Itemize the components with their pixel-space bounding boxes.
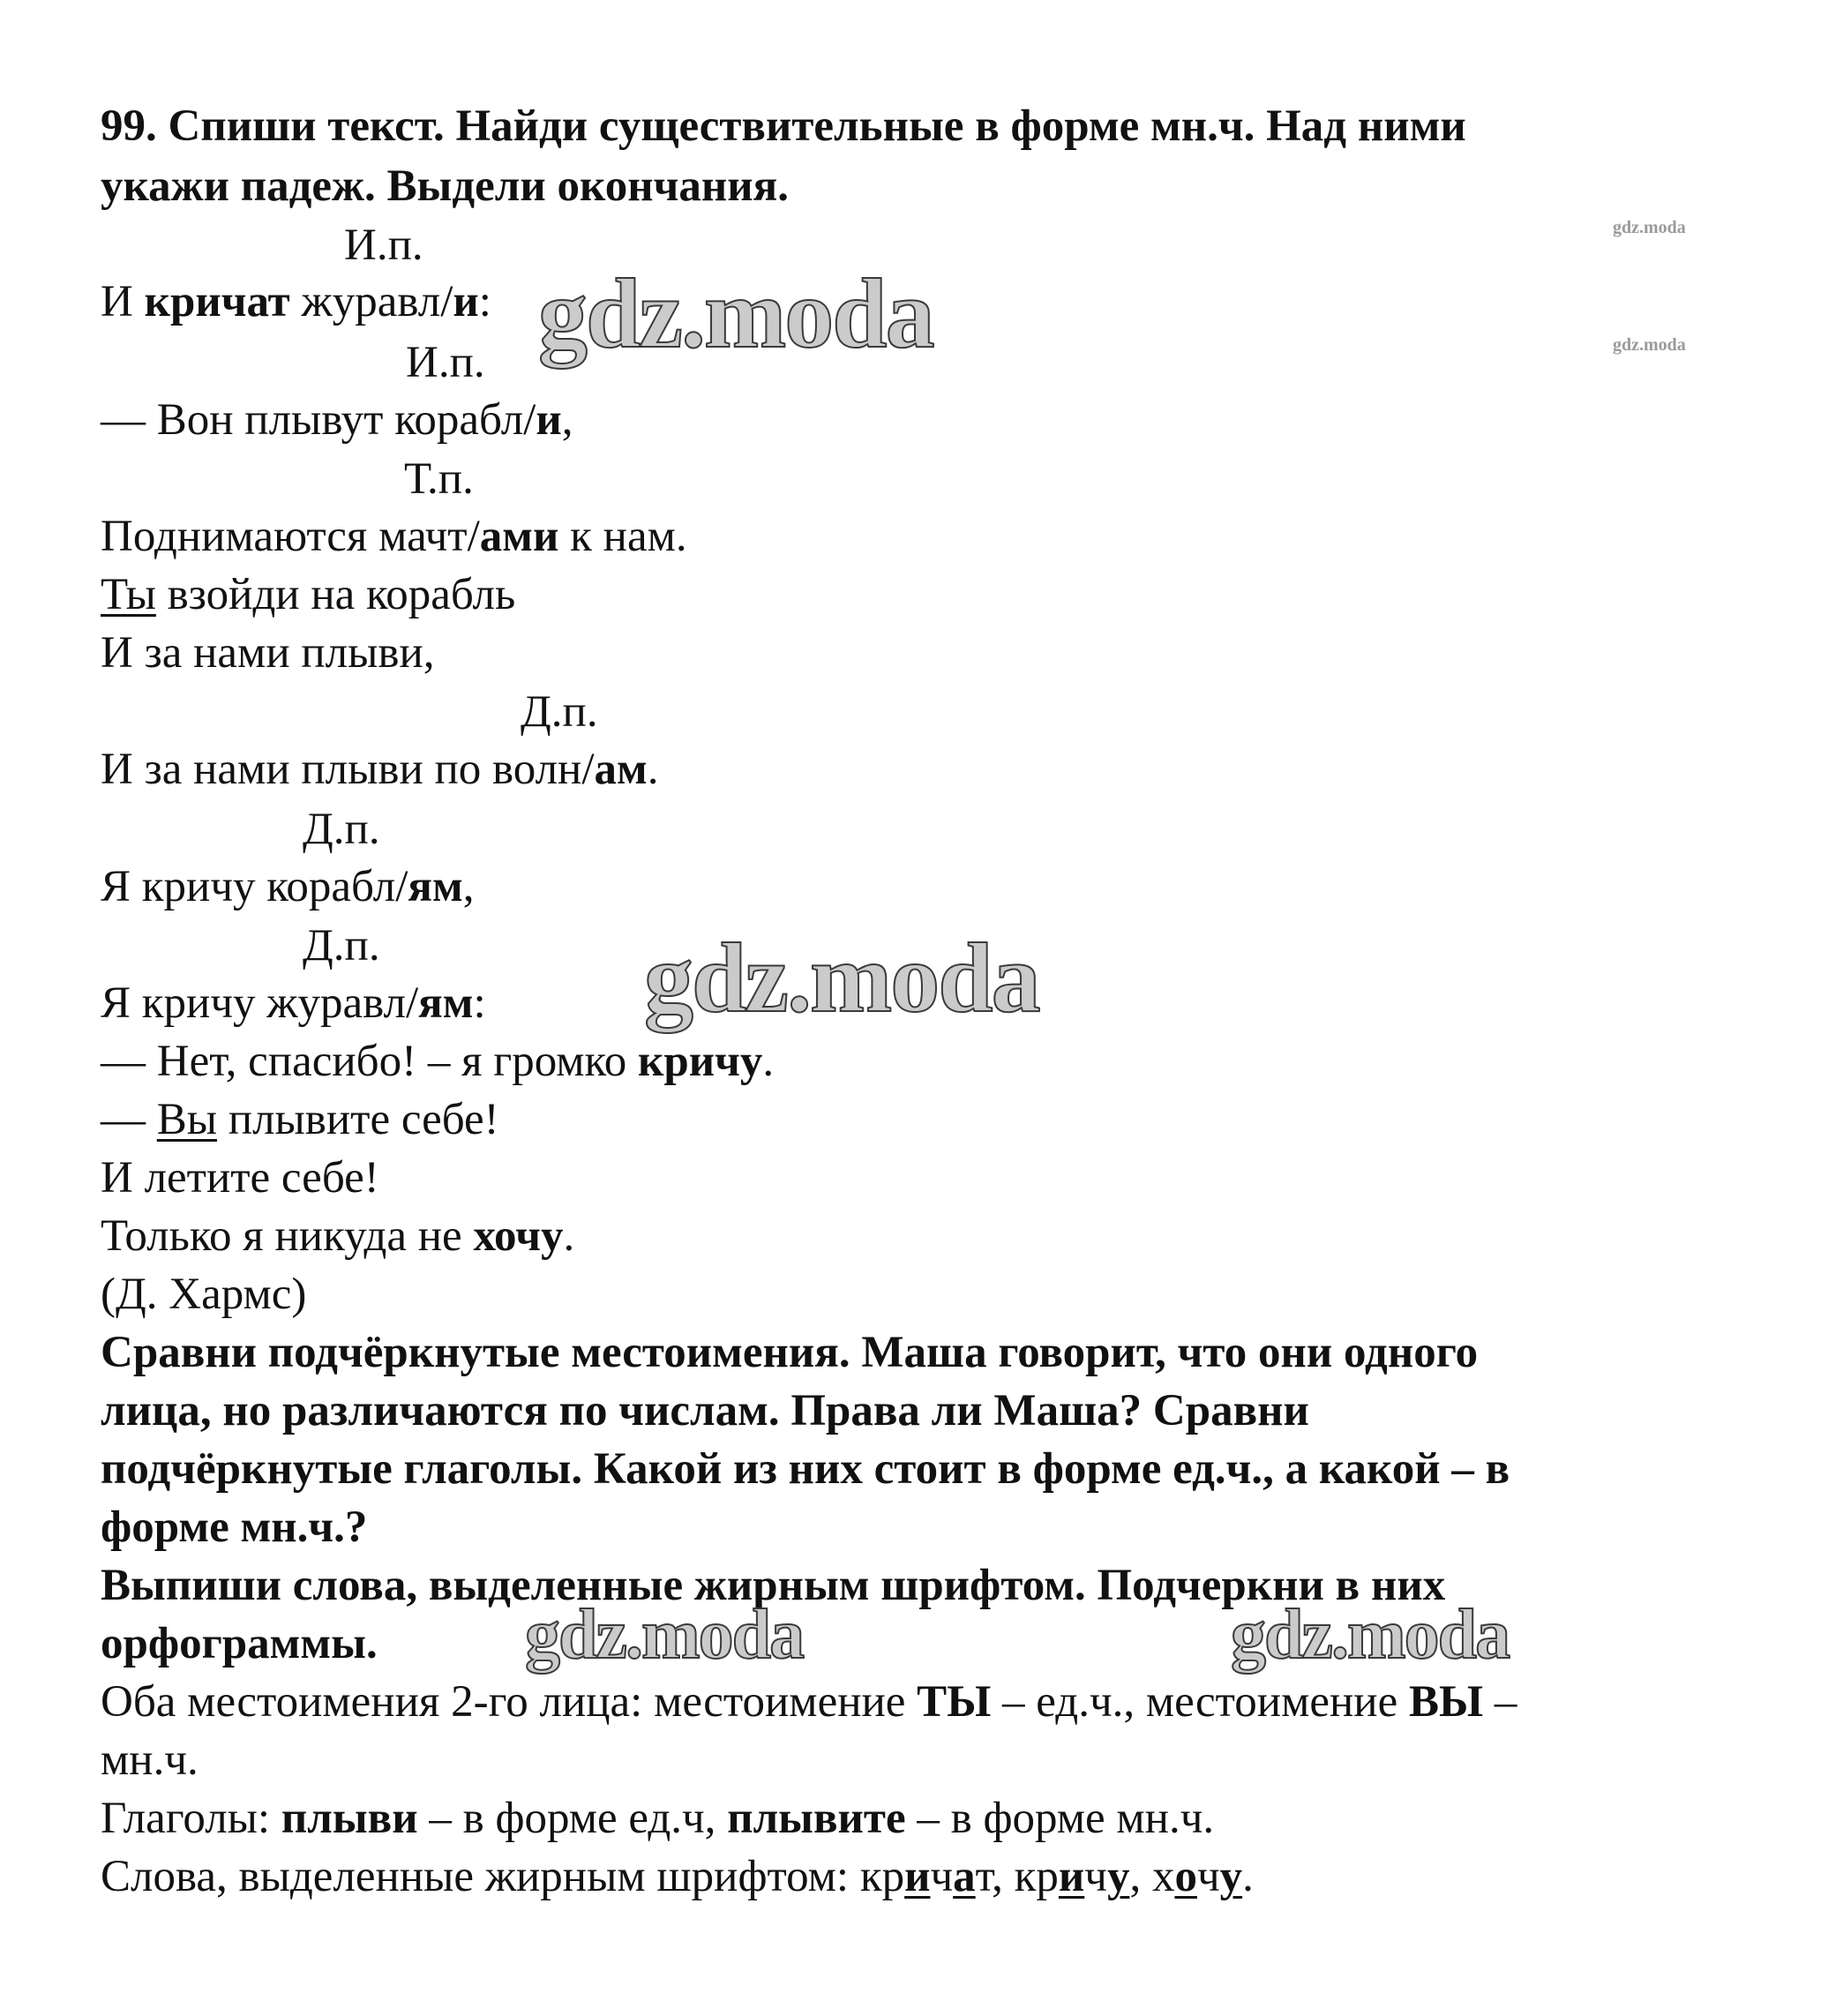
question-line-1: Сравни подчёркнутые местоимения. Маша говорит, что они одного	[101, 1328, 1479, 1377]
case-label-dp: Д.п.	[303, 805, 380, 854]
watermark-logo: gdz.moda	[525, 1596, 804, 1674]
poem-line-4: Ты взойди на корабль	[101, 570, 516, 619]
poem-line-2: — Вон плывут корабл/и,	[101, 395, 573, 445]
watermark-small: gdz.moda	[1613, 335, 1686, 355]
underlined-pronoun-vy: Вы	[156, 1095, 218, 1144]
watermark-logo: gdz.moda	[644, 924, 1039, 1033]
poem-line-10: — Вы плывите себе!	[101, 1095, 499, 1144]
watermark-logo: gdz.moda	[538, 259, 933, 369]
question-line-2: лица, но различаются по числам. Права ли Маша? Сравни	[101, 1386, 1309, 1435]
poem-line-5: И за нами плыви,	[101, 628, 435, 678]
answer-line-1: Оба местоимения 2-го лица: местоимение ТЫ – ед.ч., местоимение ВЫ –	[101, 1677, 1517, 1727]
case-label-tp: Т.п.	[404, 454, 474, 504]
question-line-6: орфограммы.	[101, 1619, 378, 1668]
case-label-ip: И.п.	[344, 221, 423, 270]
task-title-line-2: укажи падеж. Выдели окончания.	[101, 161, 790, 211]
poem-line-8: Я кричу журавл/ям:	[101, 978, 486, 1028]
case-label-dp: Д.п.	[521, 687, 598, 737]
case-label-dp: Д.п.	[303, 921, 380, 971]
underlined-pronoun-ty: Ты	[101, 570, 156, 619]
poem-line-6: И за нами плыви по волн/ам.	[101, 745, 659, 794]
poem-author: (Д. Хармс)	[101, 1270, 307, 1319]
case-label-ip: И.п.	[406, 338, 485, 387]
poem-line-1: И кричат журавл/и:	[101, 277, 491, 326]
question-line-3: подчёркнутые глаголы. Какой из них стоит в форме ед.ч., а какой – в	[101, 1444, 1510, 1494]
task-title-line-1: 99. Спиши текст. Найди существительные в форме мн.ч. Над ними	[101, 101, 1466, 151]
poem-line-3: Поднимаются мачт/ами к нам.	[101, 512, 687, 561]
poem-line-9: — Нет, спасибо! – я громко кричу.	[101, 1037, 775, 1086]
question-line-5: Выпиши слова, выделенные жирным шрифтом. Подчеркни в них	[101, 1561, 1446, 1610]
poem-line-11: И летите себе!	[101, 1153, 379, 1203]
answer-line-3: Глаголы: плыви – в форме ед.ч, плывите – в форме мн.ч.	[101, 1794, 1215, 1843]
poem-line-7: Я кричу корабл/ям,	[101, 862, 475, 911]
question-line-4: форме мн.ч.?	[101, 1503, 368, 1552]
watermark-small: gdz.moda	[1613, 218, 1686, 237]
poem-line-12: Только я никуда не хочу.	[101, 1211, 575, 1261]
answer-line-4: Слова, выделенные жирным шрифтом: кричат, кричу, хочу.	[101, 1852, 1254, 1901]
answer-line-2: мн.ч.	[101, 1735, 199, 1785]
watermark-logo: gdz.moda	[1231, 1596, 1510, 1674]
